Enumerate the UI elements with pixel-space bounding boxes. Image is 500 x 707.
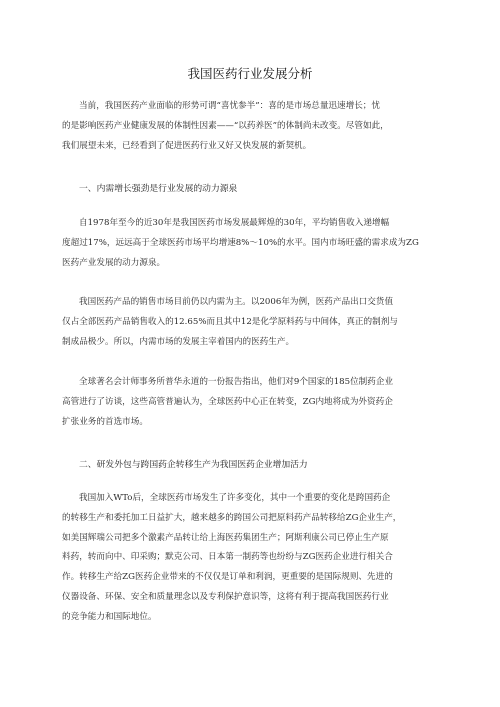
text-line: 制成品极少。所以，内需市场的发展主宰着国内的医药生产。 bbox=[62, 336, 295, 347]
section1-paragraph-3 bbox=[62, 373, 442, 432]
section2-paragraph-1 bbox=[62, 489, 442, 628]
text-line: 的竞争能力和国际地位。 bbox=[62, 611, 157, 622]
text-line: 作。转移生产给ZG医药企业带来的不仅仅是订单和利润，更重要的是国际规则、先进的 bbox=[62, 572, 393, 583]
text-line: 医药产业发展的动力源泉。 bbox=[62, 257, 166, 268]
text-line: 自1978年至今的近30年是我国医药市场发展最辉煌的30年，平均销售收入递增幅 bbox=[79, 218, 390, 228]
document-title: 我国医药行业发展分析 bbox=[187, 66, 313, 81]
text-line: 全球著名会计师事务所普华永道的一份报告指出，他们对9个国家的185位制药企业 bbox=[79, 377, 394, 387]
text-line: 的是影响医药产业健康发展的体制性因素——“以药养医”的体制尚未改变。尽管如此， bbox=[62, 120, 389, 131]
text-line: 度超过17%，远远高于全球医药市场平均增速8%～10%的水平。国内市场旺盛的需求成为ZG bbox=[62, 237, 419, 248]
text-line: 我们展望未来，已经看到了促进医药行业又好又快发展的新契机。 bbox=[62, 140, 312, 151]
intro-paragraph bbox=[62, 97, 442, 156]
text-line: 如美国辉瑞公司把多个激素产品转让给上海医药集团生产；阿斯利康公司已停止生产原 bbox=[62, 532, 389, 543]
text-line: 我国加入WTo后，全球医药市场发生了许多变化，其中一个重要的变化是跨国药企 bbox=[79, 493, 391, 503]
section1-paragraph-2 bbox=[62, 293, 442, 352]
text-line: 当前，我国医药产业面临的形势可谓“喜忧参半”：喜的是市场总量迅速增长；忧 bbox=[79, 101, 380, 111]
text-line: 我国医药产品的销售市场目前仍以内需为主。以2006年为例，医药产品出口交货值 bbox=[79, 297, 394, 307]
text-line: 的转移生产和委托加工日益扩大，越来越多的跨国公司把原料药产品转移给ZG企业生产， bbox=[62, 512, 402, 523]
section-heading-1: 一、内需增长强劲是行业发展的动力源泉 bbox=[79, 184, 238, 194]
section-heading-2: 二、研发外包与跨国药企转移生产为我国医药企业增加活力 bbox=[79, 460, 308, 470]
text-line: 仪器设备、环保、安全和质量理念以及专利保护意识等，这将有利于提高我国医药行业 bbox=[62, 591, 389, 602]
text-line: 料药，转而向中、印采购；默克公司、日本第一制药等也纷纷与ZG医药企业进行相关合 bbox=[62, 552, 393, 563]
text-line: 仅占全部医药产品销售收入的12.65%而且其中12是化学原料药与中间体，真正的制剂与 bbox=[62, 316, 398, 327]
text-line: 扩张业务的首选市场。 bbox=[62, 416, 148, 427]
text-line: 高管进行了访谈，这些高管普遍认为，全球医药中心正在转变，ZG内地将成为外资药企 bbox=[62, 396, 393, 407]
section1-paragraph-1 bbox=[62, 214, 442, 273]
